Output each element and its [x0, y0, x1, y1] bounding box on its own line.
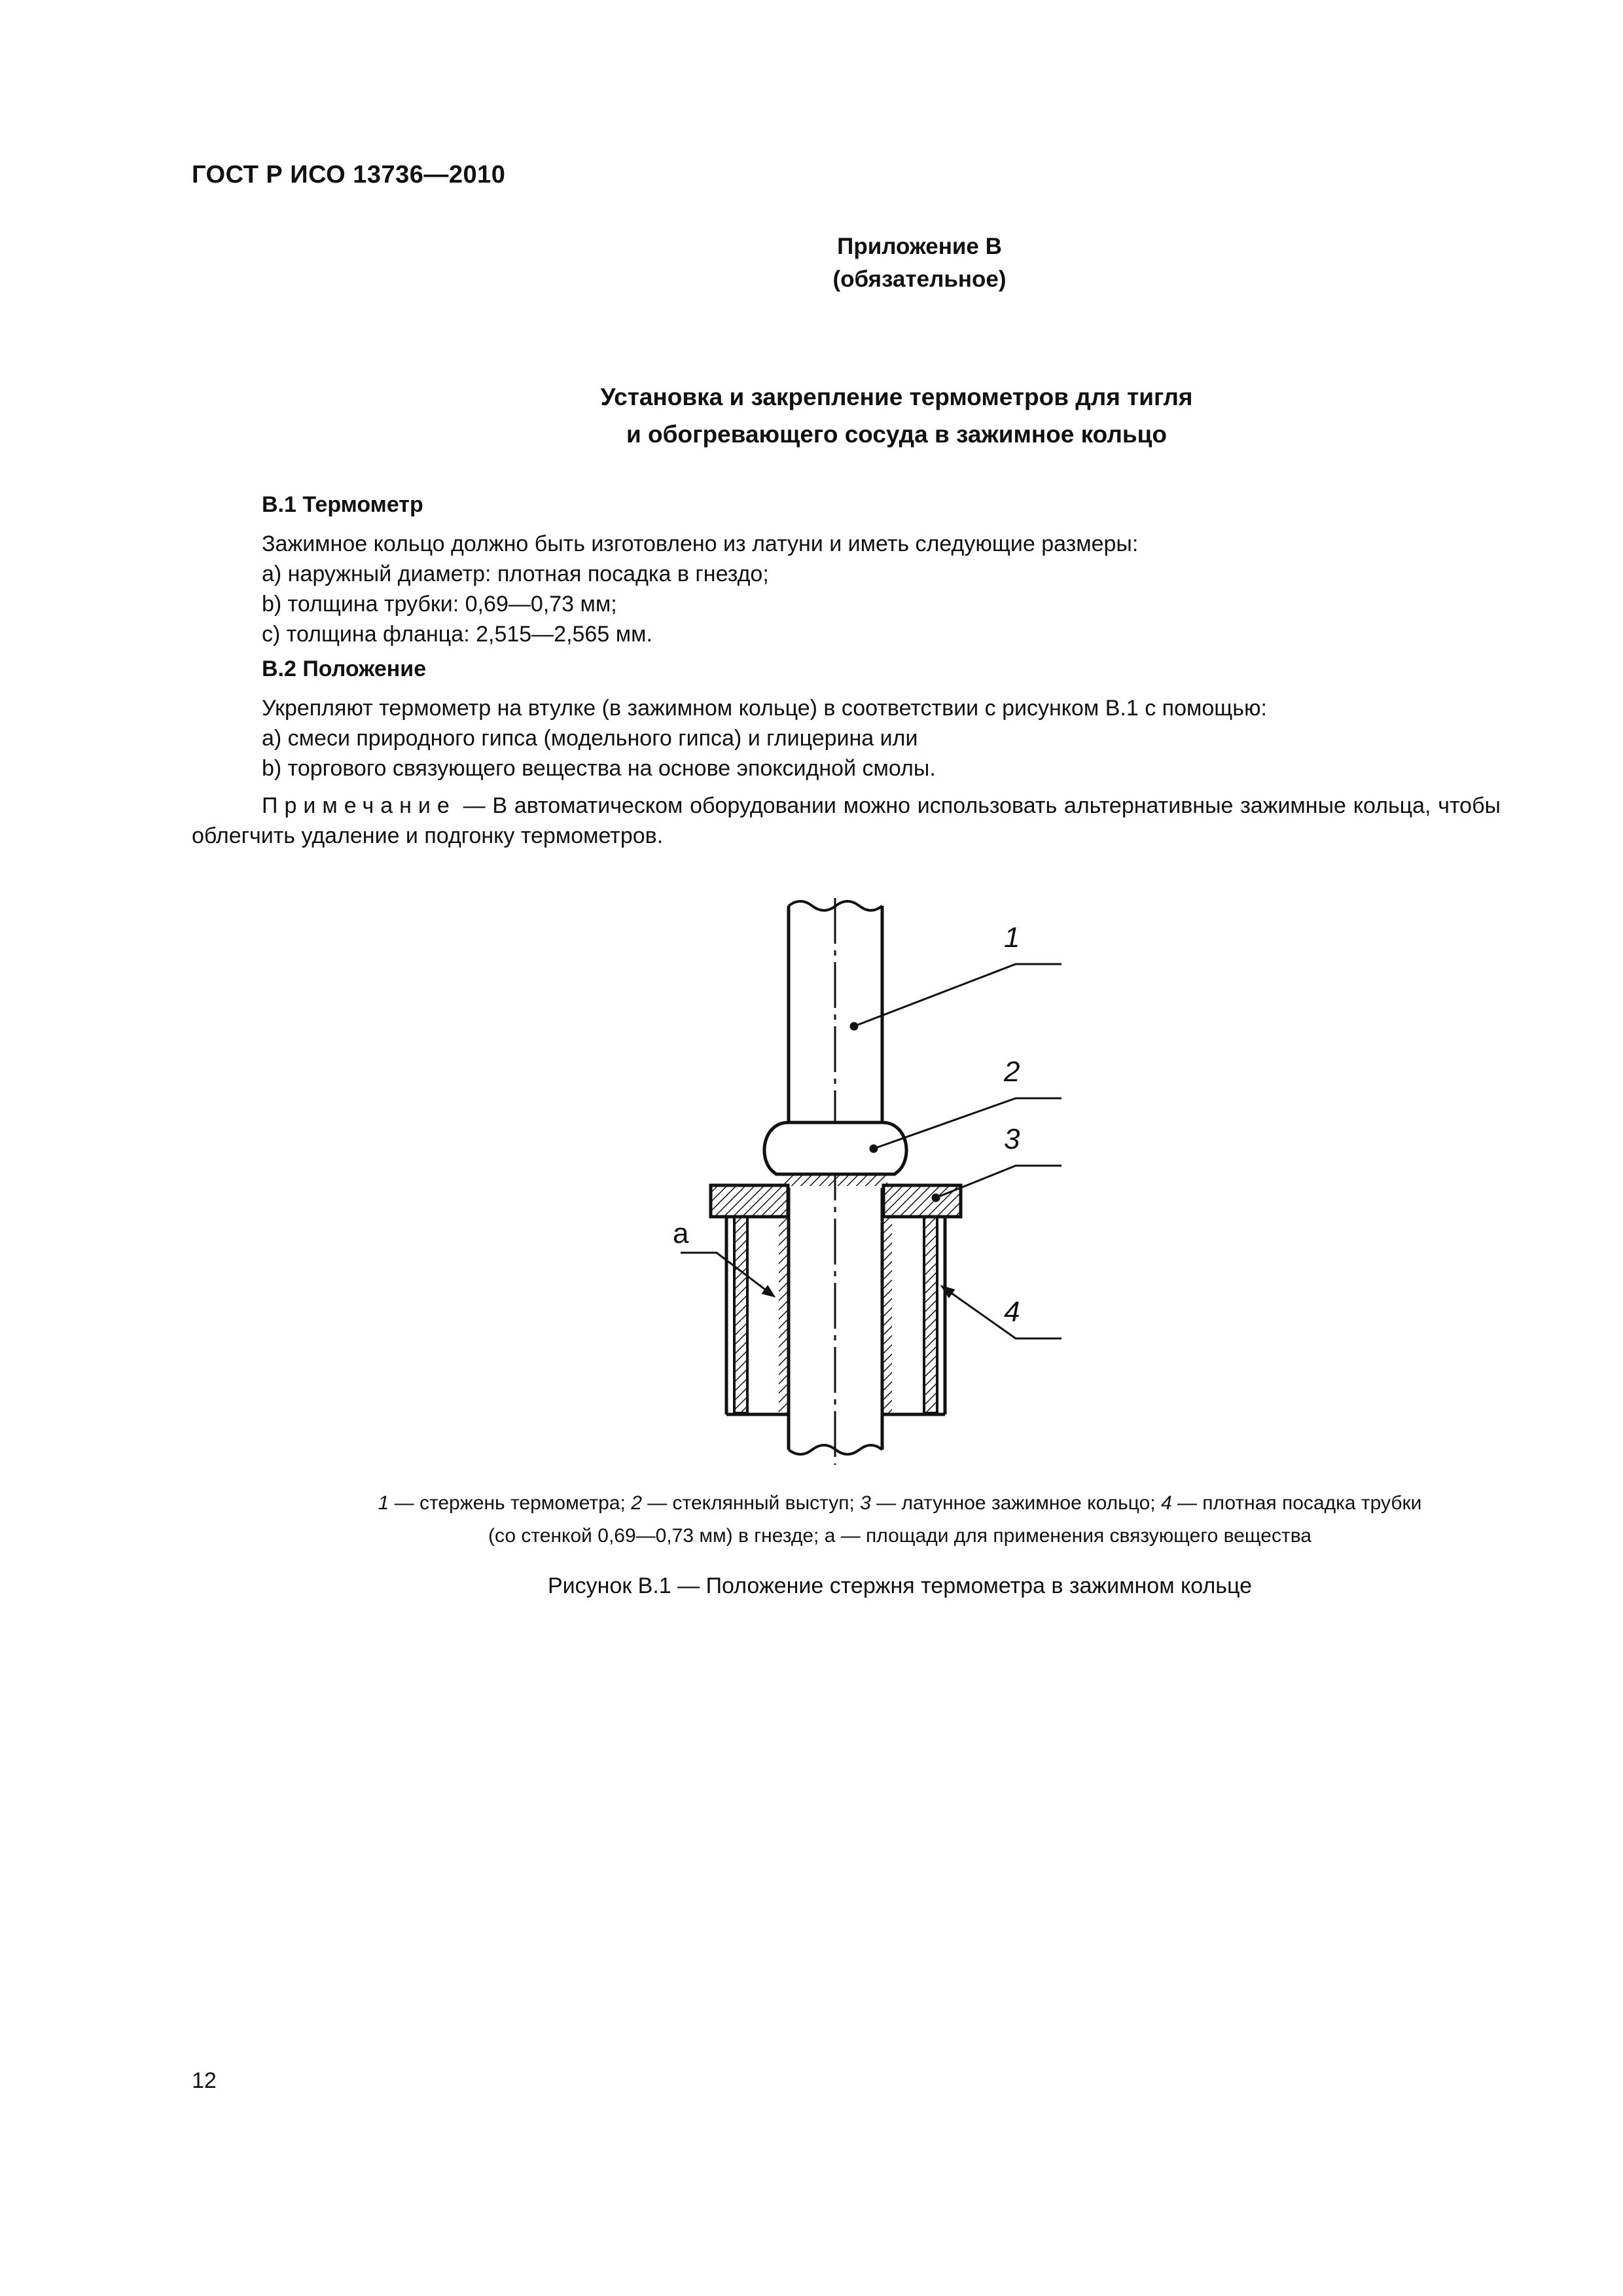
list-item: a) наружный диаметр: плотная посадка в гнездо;	[262, 562, 769, 586]
figure-legend-line-1	[216, 1487, 1584, 1520]
section-b1-intro: Зажимное кольцо должно быть изготовлено из латуни и иметь следующие размеры:	[262, 531, 1139, 556]
figure-legend-line-2: (со стенкой 0,69—0,73 мм) в гнезде; a — площади для применения связующего вещества	[488, 1525, 1311, 1547]
legend-text: — латунное зажимное кольцо;	[870, 1492, 1161, 1514]
legend-number: 1	[378, 1492, 389, 1514]
section-b1-heading: B.1 Термометр	[262, 492, 423, 517]
annex-title: Приложение B	[837, 234, 1002, 259]
note-label: Примечание	[262, 793, 456, 818]
section-b1-body	[262, 529, 1138, 649]
note-text: — В автоматическом оборудовании можно использовать альтернативные зажимные кольца, чтобы облегчить удаление и подгонку термометров.	[192, 793, 1501, 848]
list-item: b) торгового связующего вещества на основе эпоксидной смолы.	[262, 756, 936, 781]
legend-text: — стержень термометра;	[389, 1492, 632, 1514]
list-item: c) толщина фланца: 2,515—2,565 мм.	[262, 622, 652, 647]
legend-number: 3	[860, 1492, 871, 1514]
callout-1: 1	[1004, 922, 1020, 954]
callout-a: a	[673, 1217, 689, 1249]
title-line-1: Установка и закрепление термометров для тигля	[600, 384, 1193, 410]
section-b2-heading: B.2 Положение	[262, 656, 427, 681]
legend-text: — стеклянный выступ;	[641, 1492, 861, 1514]
annex-heading	[0, 230, 1623, 296]
callout-2: 2	[1004, 1056, 1020, 1088]
thermometer-ring-drawing	[654, 897, 1113, 1473]
legend-number: 4	[1160, 1492, 1172, 1514]
list-item: b) толщина трубки: 0,69—0,73 мм;	[262, 592, 617, 617]
legend-number: 2	[631, 1492, 642, 1514]
standard-code: ГОСТ Р ИСО 13736—2010	[192, 161, 506, 188]
glass-bulge	[764, 1122, 906, 1186]
annex-status: (обязательное)	[832, 266, 1007, 292]
page-number: 12	[192, 2068, 217, 2093]
section-b2-intro: Укрепляют термометр на втулке (в зажимном кольце) в соответствии с рисунком B.1 с помощью:	[262, 696, 1267, 721]
page-title	[0, 378, 1623, 453]
title-line-2: и обогревающего сосуда в зажимное кольцо	[626, 421, 1167, 448]
section-b2-body	[262, 693, 1267, 783]
callout-3: 3	[1004, 1123, 1020, 1155]
note-paragraph	[192, 791, 1501, 851]
legend-text: — плотная посадка трубки	[1171, 1492, 1422, 1514]
callout-4: 4	[1004, 1296, 1020, 1328]
figure-legend	[216, 1487, 1584, 1552]
figure-caption: Рисунок B.1 — Положение стержня термометра в зажимном кольце	[548, 1573, 1252, 1598]
figure-b1	[654, 897, 1113, 1473]
list-item: a) смеси природного гипса (модельного гипса) и глицерина или	[262, 726, 918, 751]
